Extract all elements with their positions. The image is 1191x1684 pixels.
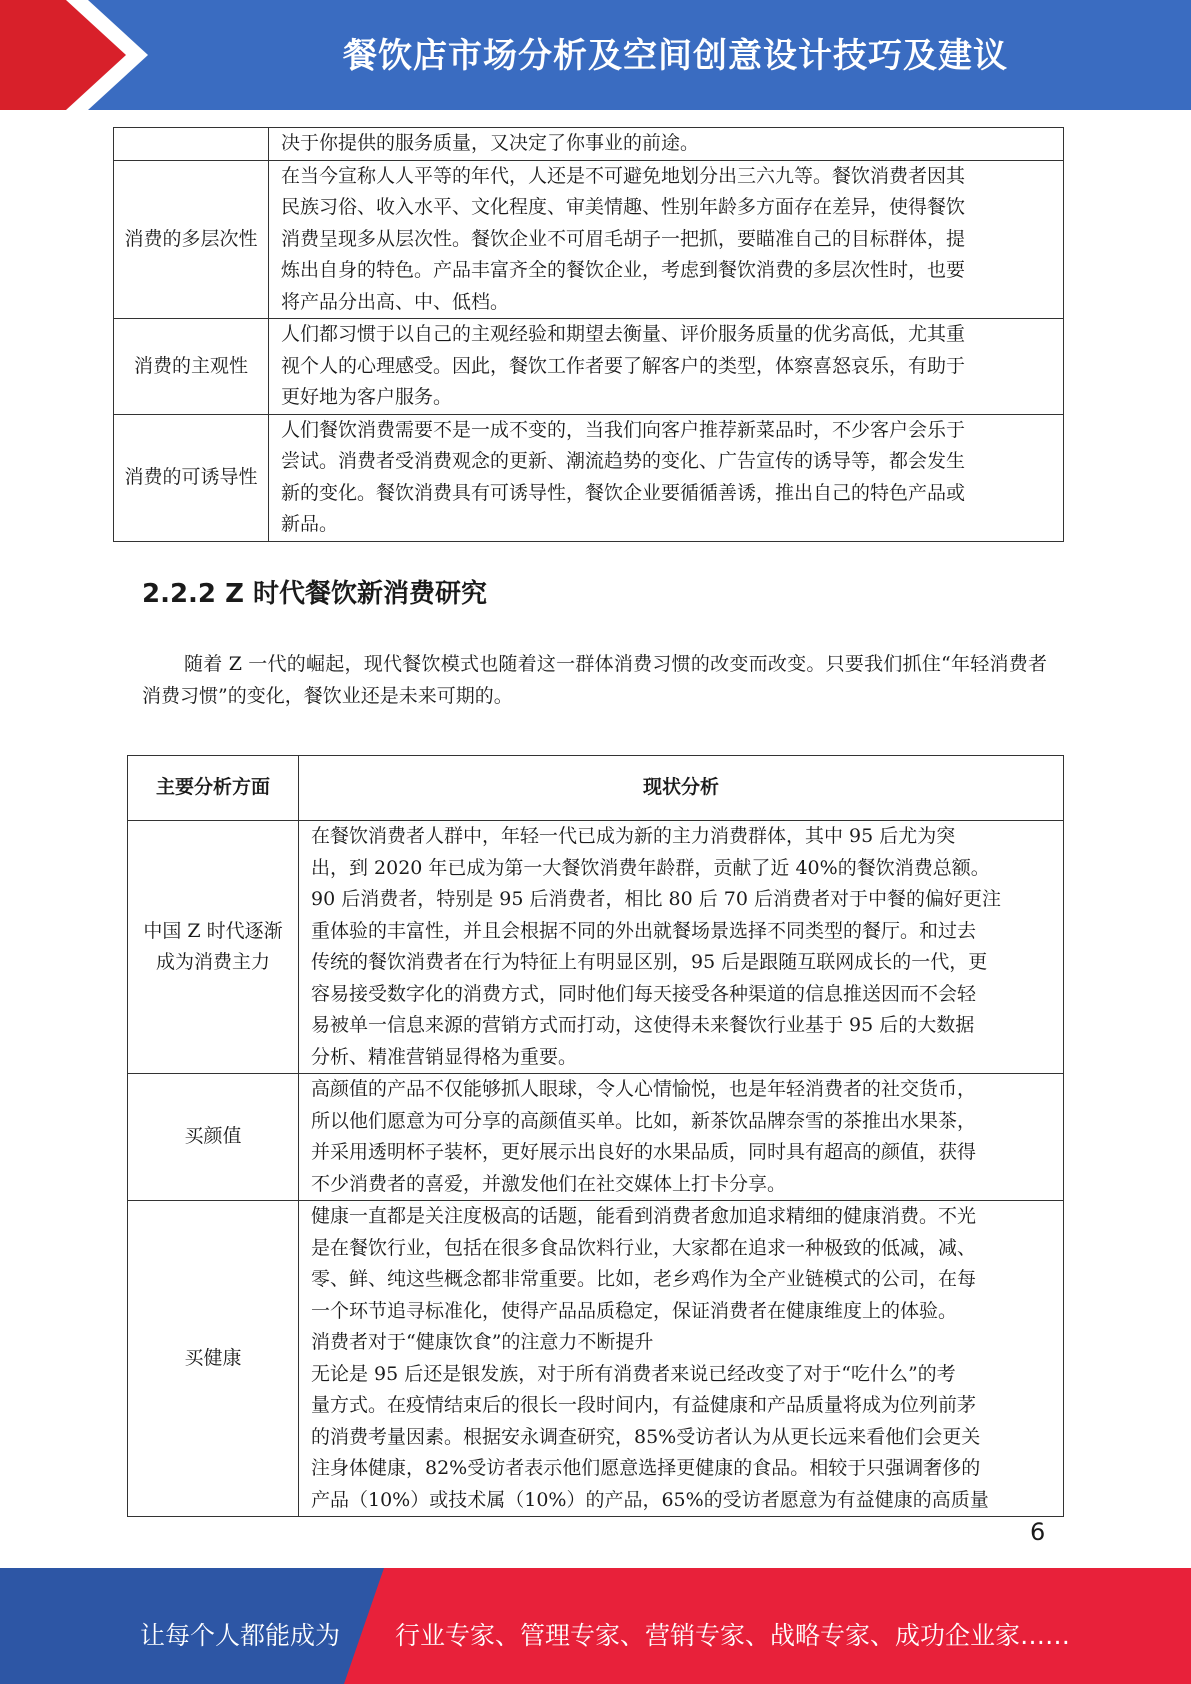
description-line: 量方式。在疫情结束后的很长一段时间内，有益健康和产品质量将成为位列前茅 — [311, 1394, 977, 1416]
description-line: 人们餐饮消费需要不是一成不变的，当我们向客户推荐新菜品时，不少客户会乐于 — [281, 418, 966, 441]
table-row — [114, 414, 1064, 541]
description-line: 产品（10%）或技术属（10%）的产品，65%的受访者愿意为有益健康的高质量 — [311, 1488, 989, 1511]
column-header-analysis: 现状分析 — [299, 756, 1064, 821]
row-description — [269, 128, 1064, 161]
description-line: 新品。 — [281, 513, 339, 535]
row-description — [269, 160, 1064, 319]
row-description — [269, 319, 1064, 415]
description-line: 消费呈现多从层次性。餐饮企业不可眉毛胡子一把抓，要瞄准自己的目标群体，提 — [281, 227, 966, 250]
description-line: 新的变化。餐饮消费具有可诱导性，餐饮企业要循循善诱，推出自己的特色产品或 — [281, 481, 966, 504]
description-line: 尝试。消费者受消费观念的更新、潮流趋势的变化、广告宣传的诱导等，都会发生 — [281, 450, 966, 472]
description-line: 炼出自身的特色。产品丰富齐全的餐饮企业，考虑到餐饮消费的多层次性时，也要 — [281, 259, 966, 281]
page-number: 6 — [1030, 1518, 1046, 1546]
description-line: 分析、精准营销显得格为重要。 — [311, 1045, 578, 1068]
description-line: 更好地为客户服务。 — [281, 386, 453, 408]
description-line: 重体验的丰富性，并且会根据不同的外出就餐场景选择不同类型的餐厅。和过去 — [311, 919, 977, 942]
description-line: 民族习俗、收入水平、文化程度、审美情趣、性别年龄多方面存在差异，使得餐饮 — [281, 196, 966, 218]
description-line: 的消费考量因素。根据安永调查研究，85%受访者认为从更长远来看他们会更关 — [311, 1425, 981, 1448]
row-label: 买颜值 — [128, 1074, 299, 1201]
description-line: 决于你提供的服务质量，又决定了你事业的前途。 — [281, 132, 700, 154]
row-description — [299, 1201, 1064, 1517]
description-line: 注身体健康，82%受访者表示他们愿意选择更健康的食品。相较于只强调奢侈的 — [311, 1457, 981, 1479]
description-line: 无论是 95 后还是银发族，对于所有消费者来说已经改变了对于“吃什么”的考 — [311, 1362, 956, 1385]
description-line: 在当今宣称人人平等的年代，人还是不可避免地划分出三六九等。餐饮消费者因其 — [281, 164, 966, 187]
consumption-traits-table — [113, 127, 1064, 542]
footer-slogan-right: 行业专家、管理专家、营销专家、战略专家、成功企业家…… — [395, 1621, 1071, 1650]
description-line: 高颜值的产品不仅能够抓人眼球，令人心情愉悦，也是年轻消费者的社交货币， — [311, 1078, 977, 1100]
row-description — [299, 1074, 1064, 1201]
row-label: 消费的多层次性 — [114, 160, 269, 319]
gen-z-analysis-table — [127, 755, 1064, 1517]
description-line: 并采用透明杯子装杯，更好展示出良好的水果品质，同时具有超高的颜值，获得 — [311, 1141, 977, 1163]
row-label: 买健康 — [128, 1201, 299, 1517]
description-line: 出，到 2020 年已成为第一大餐饮消费年龄群，贡献了近 40%的餐饮消费总额。 — [311, 856, 990, 879]
intro-paragraph: 随着 Z 一代的崛起，现代餐饮模式也随着这一群体消费习惯的改变而改变。只要我们抓住“年轻消费者消费习惯”的变化，餐饮业还是未来可期的。 — [142, 653, 1047, 707]
description-line: 易被单一信息来源的营销方式而打动，这使得未来餐饮行业基于 95 后的大数据 — [311, 1014, 975, 1036]
description-line: 消费者对于“健康饮食”的注意力不断提升 — [311, 1331, 654, 1353]
description-line: 不少消费者的喜爱，并激发他们在社交媒体上打卡分享。 — [311, 1172, 787, 1195]
description-line: 健康一直都是关注度极高的话题，能看到消费者愈加追求精细的健康消费。不光 — [311, 1205, 977, 1227]
table-header-row — [128, 756, 1064, 821]
description-line: 人们都习惯于以自己的主观经验和期望去衡量、评价服务质量的优劣高低，尤其重 — [281, 323, 966, 345]
table-row — [128, 1201, 1064, 1517]
description-line: 一个环节追寻标准化，使得产品品质稳定，保证消费者在健康维度上的体验。 — [311, 1299, 958, 1322]
row-label: 消费的可诱导性 — [114, 414, 269, 541]
description-line: 容易接受数字化的消费方式，同时他们每天接受各种渠道的信息推送因而不会轻 — [311, 982, 977, 1005]
description-line: 在餐饮消费者人群中，年轻一代已成为新的主力消费群体，其中 95 后尤为突 — [311, 825, 956, 847]
row-label — [114, 128, 269, 161]
column-header-aspect: 主要分析方面 — [128, 756, 299, 821]
page-header — [0, 0, 1191, 110]
page-footer — [0, 1568, 1191, 1684]
table-row — [114, 160, 1064, 319]
description-line: 是在餐饮行业，包括在很多食品饮料行业，大家都在追求一种极致的低减，减、 — [311, 1236, 977, 1259]
table-row — [114, 128, 1064, 161]
description-line: 90 后消费者，特别是 95 后消费者，相比 80 后 70 后消费者对于中餐的偏好更注 — [311, 888, 1001, 910]
description-line: 零、鲜、纯这些概念都非常重要。比如，老乡鸡作为全产业链模式的公司，在每 — [311, 1268, 977, 1290]
description-line: 所以他们愿意为可分享的高颜值买单。比如，新茶饮品牌奈雪的茶推出水果茶， — [311, 1109, 977, 1132]
row-label: 中国 Z 时代逐渐成为消费主力 — [128, 821, 299, 1074]
table-row — [128, 821, 1064, 1074]
description-line: 传统的餐饮消费者在行为特征上有明显区别，95 后是跟随互联网成长的一代，更 — [311, 951, 988, 973]
header-arrow-graphic — [0, 0, 200, 110]
row-description — [269, 414, 1064, 541]
section-title: 2.2.2 Z 时代餐饮新消费研究 — [142, 579, 487, 609]
footer-slogan-left: 让每个人都能成为 — [140, 1621, 341, 1650]
table-row — [128, 1074, 1064, 1201]
header-title: 餐饮店市场分析及空间创意设计技巧及建议 — [343, 36, 1008, 76]
description-line: 将产品分出高、中、低档。 — [281, 290, 510, 313]
description-line: 视个人的心理感受。因此，餐饮工作者要了解客户的类型，体察喜怒哀乐，有助于 — [281, 354, 966, 377]
row-label: 消费的主观性 — [114, 319, 269, 415]
row-description — [299, 821, 1064, 1074]
table-row — [114, 319, 1064, 415]
